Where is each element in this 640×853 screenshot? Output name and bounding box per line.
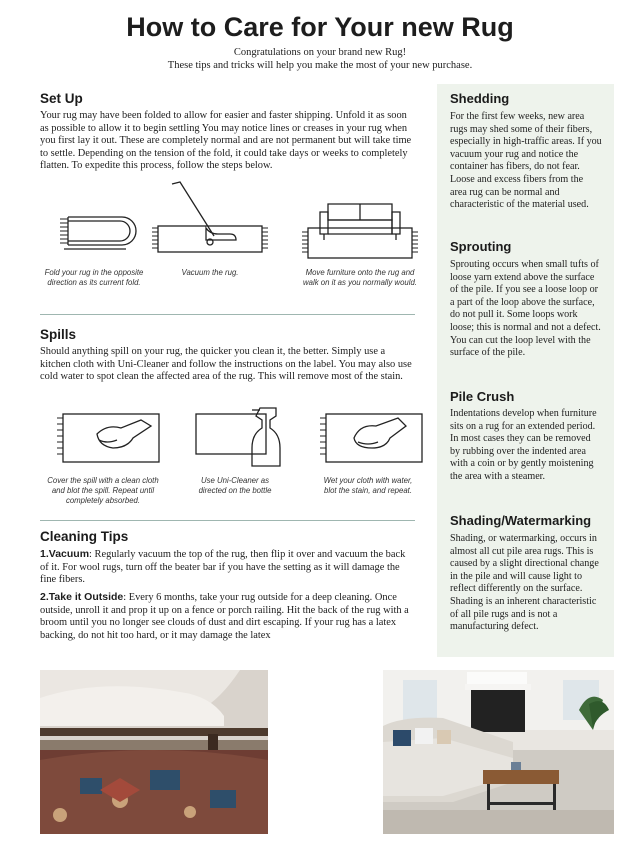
vacuum-icon bbox=[150, 180, 270, 262]
sprouting-body: Sprouting occurs when small tufts of loose yarn extend above the surface of the pile. If you see a loose loop or a part of the loop above the surface, do not pull it. Some loops work loose; this is normal and not a defect. You can cut the loop level with the surface of the pile. bbox=[450, 259, 601, 359]
sofa-on-rug-icon bbox=[300, 190, 420, 262]
page-title: How to Care for Your new Rug bbox=[126, 12, 514, 42]
bedroom-rug-photo bbox=[40, 670, 268, 834]
section-divider bbox=[40, 520, 415, 521]
setup-step-2-caption: Vacuum the rug. bbox=[181, 268, 239, 277]
tip-label: Take it Outside bbox=[48, 591, 124, 603]
cloth-blot-icon bbox=[55, 408, 165, 468]
section-divider bbox=[40, 314, 415, 315]
living-room-rug-photo bbox=[383, 670, 614, 834]
subtitle-line-2: These tips and tricks will help you make the most of your new purchase. bbox=[167, 60, 473, 71]
shading-body: Shading, or watermarking, occurs in almost all cut pile area rugs. This is caused by a slight directional change in the pile and will cause light to reflect differently on the surface. Shading is an inherent characteristic of all pile rugs and is not a manufacturing defect. bbox=[450, 533, 599, 633]
spray-bottle-icon bbox=[190, 400, 300, 470]
setup-heading: Set Up bbox=[40, 91, 83, 106]
spills-body: Should anything spill on your rug, the quicker you clean it, the better. Simply use a kitchen cloth with Uni-Cleaner and follow the instructions on the label. You may also use cold water to spot clean the affected area of the rug. This will remove most of the stain. bbox=[40, 346, 412, 383]
tip-text: : Every 6 months, take your rug outside for a deep cleaning. Once outside, unroll it and prop it up on a fence or porch railing. Hit the back of the rug with a broom until you no longer see clouds of dust and dirt escaping. If your rug has a latex backing, do not hit too hard, or it may damage the latex bbox=[40, 592, 409, 641]
setup-body: Your rug may have been folded to allow for easier and faster shipping. Unfold it as soon as possible to allow it to begin settling You may notice lines or creases in your rug when you first lay it out. These are completely normal and are not permanent but will take time to settle. Depending on the tension of the fold, it could take days or weeks to completely flatten. To expedite this process, follow the steps below. bbox=[40, 110, 412, 172]
folded-rug-icon bbox=[50, 205, 140, 263]
spills-step-2-caption: Use Uni-Cleaner as directed on the bottle bbox=[198, 476, 272, 496]
cleaning-tip-vacuum bbox=[40, 548, 410, 587]
subtitle-line-1: Congratulations on your brand new Rug! bbox=[233, 47, 407, 58]
spills-step-1-caption: Cover the spill with a clean cloth and blot the spill. Repeat until completely absorbed. bbox=[47, 476, 159, 506]
tip-text: : Regularly vacuum the top of the rug, then flip it over and vacuum the back of it. For wool rugs, turn off the beater bar if you have the setting as it will damage the fine fibers. bbox=[40, 549, 406, 586]
cleaning-tip-outside bbox=[40, 591, 410, 642]
pile-crush-body: Indentations develop when furniture sits on a rug for an extended period. In most cases they can be removed by rubbing over the indented area with a coin or by gently moistening the area with a steamer. bbox=[450, 408, 597, 482]
cleaning-heading: Cleaning Tips bbox=[40, 529, 129, 544]
setup-step-3-caption: Move furniture onto the rug and walk on it as you normally would. bbox=[303, 268, 417, 288]
pile-crush-heading: Pile Crush bbox=[450, 389, 515, 404]
page-subtitle bbox=[0, 46, 640, 72]
wet-cloth-icon bbox=[318, 408, 428, 468]
spills-step-3-caption: Wet your cloth with water, blot the stain, and repeat. bbox=[323, 476, 413, 496]
tip-number: 1. bbox=[40, 548, 49, 560]
shedding-heading: Shedding bbox=[450, 91, 510, 106]
setup-step-1-caption: Fold your rug in the opposite direction as its current fold. bbox=[44, 268, 144, 288]
shading-heading: Shading/Watermarking bbox=[450, 513, 592, 528]
sprouting-heading: Sprouting bbox=[450, 239, 512, 254]
shedding-body: For the first few weeks, new area rugs may shed some of their fibers, especially in high-traffic areas. If you vacuum your rug and notice the container has fibers, do not fear. Loose and excess fibers from the area rug can be normal and characteristic of the material used. bbox=[450, 111, 602, 211]
spills-heading: Spills bbox=[40, 327, 77, 342]
tip-label: Vacuum bbox=[48, 548, 90, 560]
tip-number: 2. bbox=[40, 591, 49, 603]
